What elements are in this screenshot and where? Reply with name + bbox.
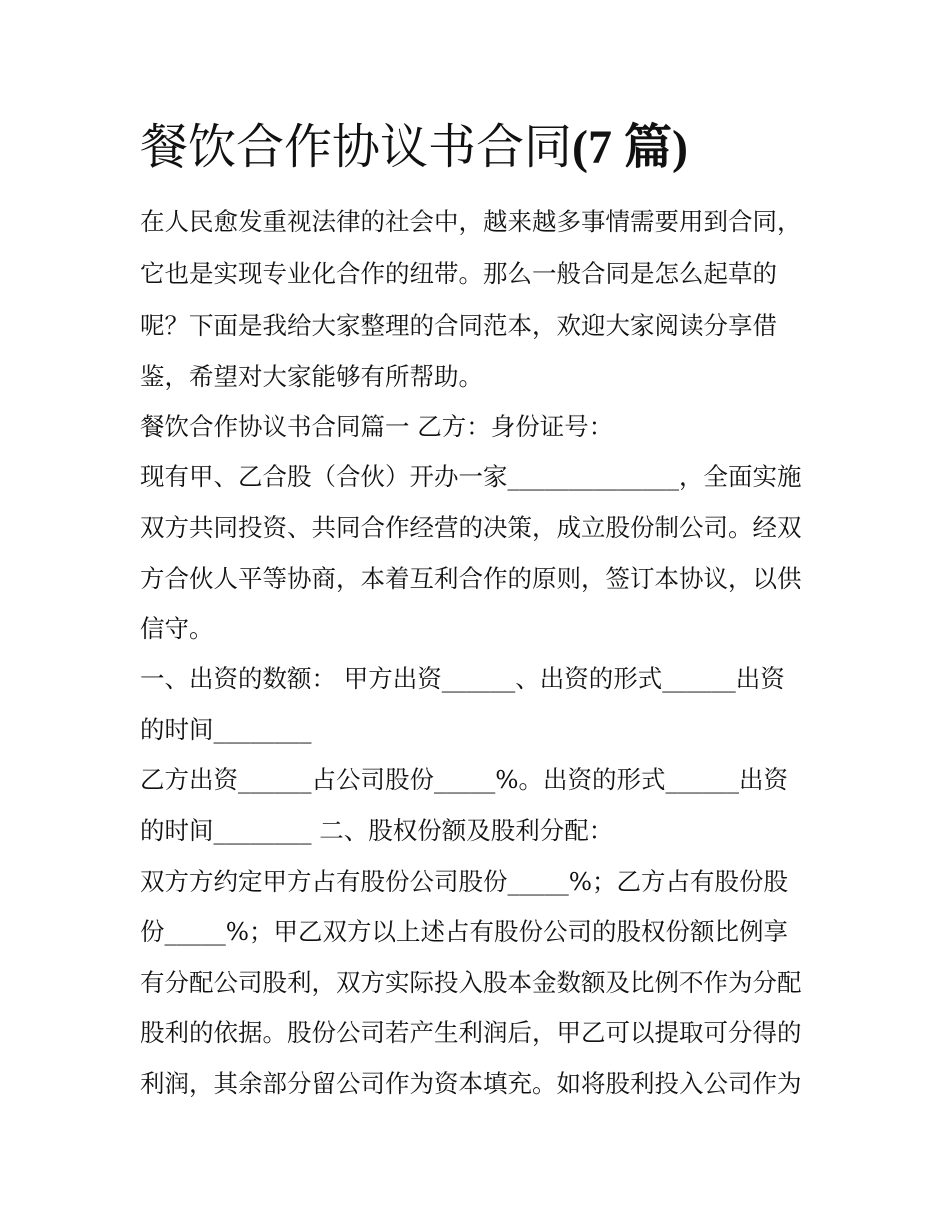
clause-line: 乙方出资______占公司股份_____%。出资的形式______出资 (140, 765, 789, 794)
body-line: 它也是实现专业化合作的纽带。那么一般合同是怎么起草的 (140, 259, 777, 288)
body-line: 利润，其余部分留公司作为资本填充。如将股利投入公司作为 (140, 1069, 802, 1098)
clause-line: 一、出资的数额： 甲方出资______、出资的形式______出资 (140, 664, 785, 693)
body-line: 现有甲、乙合股（合伙）开办一家______________，全面实施 (140, 462, 802, 491)
section-heading-line: 餐饮合作协议书合同篇一 乙方：身份证号： (140, 412, 614, 441)
body-line: 股利的依据。股份公司若产生利润后，甲乙可以提取可分得的 (140, 1018, 802, 1047)
body-line: 呢？下面是我给大家整理的合同范本，欢迎大家阅读分享借 (140, 311, 777, 340)
body-line: 双方共同投资、共同合作经营的决策，成立股份制公司。经双 (140, 513, 802, 542)
document-title (140, 112, 840, 183)
document-title-main: 餐饮合作协议书合同 (140, 119, 573, 175)
body-line: 有分配公司股利，双方实际投入股本金数额及比例不作为分配 (140, 968, 802, 997)
document-title-count: (7 篇) (572, 121, 688, 174)
body-line: 在人民愈发重视法律的社会中，越来越多事情需要用到合同， (140, 207, 802, 236)
body-line: 双方方约定甲方占有股份公司股份_____%；乙方占有股份股 (140, 867, 789, 896)
body-line: 份_____%；甲乙双方以上述占有股份公司的股权份额比例享 (140, 917, 789, 946)
body-line: 鉴，希望对大家能够有所帮助。 (140, 362, 483, 391)
body-line: 信守。 (140, 614, 214, 643)
clause-line: 的时间________ (140, 715, 312, 744)
body-line: 方合伙人平等协商，本着互利合作的原则，签订本协议，以供 (140, 564, 802, 593)
clause-line: 的时间________ 二、股权份额及股利分配： (140, 816, 614, 845)
